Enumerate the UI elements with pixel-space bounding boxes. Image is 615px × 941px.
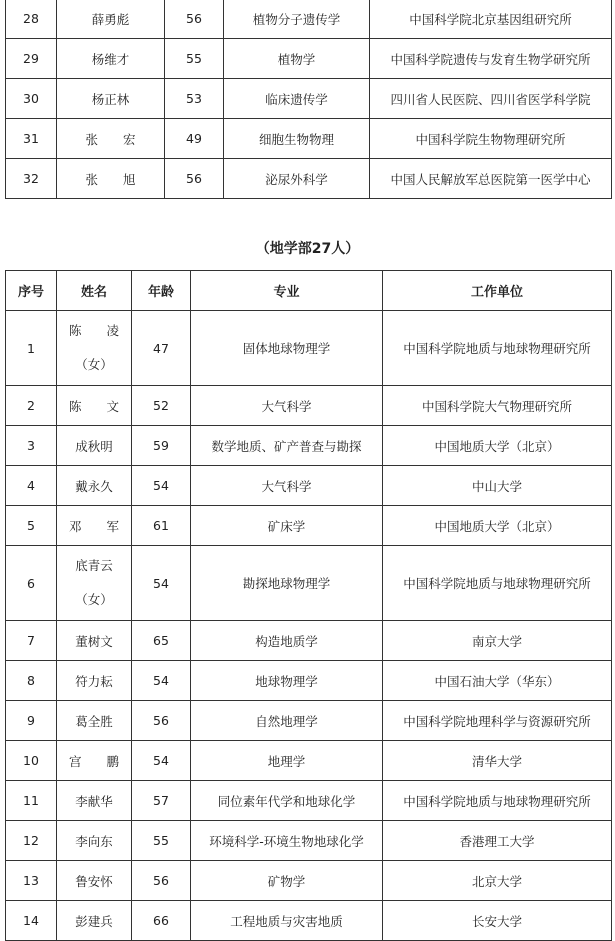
cell-major: 地球物理学 — [191, 661, 383, 701]
cell-no: 9 — [6, 701, 57, 741]
cell-name: 杨维才 — [57, 39, 165, 79]
cell-no: 11 — [6, 781, 57, 821]
cell-age: 52 — [132, 386, 191, 426]
cell-unit: 中国科学院遗传与发育生物学研究所 — [370, 39, 612, 79]
cell-name: 张 宏 — [57, 119, 165, 159]
section-title: （地学部27人） — [255, 241, 360, 257]
cell-age: 47 — [132, 311, 191, 386]
table-row — [6, 466, 612, 506]
cell-name: 张 旭 — [57, 159, 165, 199]
cell-unit: 中国科学院地质与地球物理研究所 — [383, 781, 612, 821]
cell-no: 10 — [6, 741, 57, 781]
table-row — [6, 741, 612, 781]
table-row — [6, 311, 612, 386]
header-row — [6, 271, 612, 311]
cell-age: 56 — [165, 159, 224, 199]
table-row — [6, 781, 612, 821]
header-name: 姓名 — [57, 271, 132, 311]
cell-no: 30 — [6, 79, 57, 119]
cell-no: 12 — [6, 821, 57, 861]
table-row — [6, 79, 612, 119]
cell-major: 固体地球物理学 — [191, 311, 383, 386]
header-no: 序号 — [6, 271, 57, 311]
cell-no: 31 — [6, 119, 57, 159]
cell-age: 56 — [132, 861, 191, 901]
cell-name: 邓 军 — [57, 506, 132, 546]
cell-unit: 中国科学院地质与地球物理研究所 — [383, 311, 612, 386]
cell-name — [57, 311, 132, 386]
cell-major: 植物学 — [224, 39, 370, 79]
table-row — [6, 701, 612, 741]
top-table-body — [6, 0, 612, 199]
cell-no: 32 — [6, 159, 57, 199]
cell-unit: 中国科学院地理科学与资源研究所 — [383, 701, 612, 741]
cell-name: 鲁安怀 — [57, 861, 132, 901]
cell-major: 泌尿外科学 — [224, 159, 370, 199]
table-row — [6, 821, 612, 861]
cell-name: 成秋明 — [57, 426, 132, 466]
cell-no: 8 — [6, 661, 57, 701]
cell-major: 工程地质与灾害地质 — [191, 901, 383, 941]
cell-name: 戴永久 — [57, 466, 132, 506]
cell-name: 葛全胜 — [57, 701, 132, 741]
cell-major: 构造地质学 — [191, 621, 383, 661]
name-text: 陈 凌 — [68, 323, 119, 338]
cell-major: 大气科学 — [191, 386, 383, 426]
cell-no: 2 — [6, 386, 57, 426]
cell-major: 同位素年代学和地球化学 — [191, 781, 383, 821]
cell-unit: 中国地质大学（北京） — [383, 506, 612, 546]
cell-age: 61 — [132, 506, 191, 546]
cell-no: 1 — [6, 311, 57, 386]
header-age: 年龄 — [132, 271, 191, 311]
cell-major: 矿床学 — [191, 506, 383, 546]
cell-name: 宫 鹏 — [57, 741, 132, 781]
cell-no: 7 — [6, 621, 57, 661]
cell-name: 李献华 — [57, 781, 132, 821]
cell-major: 自然地理学 — [191, 701, 383, 741]
cell-age: 54 — [132, 546, 191, 621]
cell-major: 勘探地球物理学 — [191, 546, 383, 621]
cell-no: 6 — [6, 546, 57, 621]
header-unit: 工作单位 — [383, 271, 612, 311]
cell-name: 符力耘 — [57, 661, 132, 701]
cell-major: 临床遗传学 — [224, 79, 370, 119]
cell-unit: 中国科学院大气物理研究所 — [383, 386, 612, 426]
cell-age: 56 — [132, 701, 191, 741]
cell-major: 数学地质、矿产普查与勘探 — [191, 426, 383, 466]
cell-age: 54 — [132, 661, 191, 701]
cell-no: 28 — [6, 0, 57, 39]
cell-unit: 四川省人民医院、四川省医学科学院 — [370, 79, 612, 119]
cell-age: 55 — [132, 821, 191, 861]
table-row — [6, 861, 612, 901]
cell-age: 57 — [132, 781, 191, 821]
table-row — [6, 39, 612, 79]
table-row — [6, 0, 612, 39]
cell-major: 大气科学 — [191, 466, 383, 506]
cell-name: 陈 文 — [57, 386, 132, 426]
cell-no: 14 — [6, 901, 57, 941]
cell-unit: 中山大学 — [383, 466, 612, 506]
cell-no: 13 — [6, 861, 57, 901]
cell-unit: 南京大学 — [383, 621, 612, 661]
cell-unit: 中国地质大学（北京） — [383, 426, 612, 466]
cell-name — [57, 546, 132, 621]
cell-age: 49 — [165, 119, 224, 159]
cell-no: 4 — [6, 466, 57, 506]
gender-note: （女） — [75, 592, 113, 607]
cell-major: 细胞生物物理 — [224, 119, 370, 159]
academician-table — [5, 270, 612, 941]
table-row — [6, 159, 612, 199]
cell-age: 66 — [132, 901, 191, 941]
cell-age: 54 — [132, 466, 191, 506]
cell-no: 3 — [6, 426, 57, 466]
cell-name: 薛勇彪 — [57, 0, 165, 39]
cell-age: 56 — [165, 0, 224, 39]
cell-age: 54 — [132, 741, 191, 781]
cell-name: 董树文 — [57, 621, 132, 661]
cell-age: 55 — [165, 39, 224, 79]
cell-unit: 中国科学院生物物理研究所 — [370, 119, 612, 159]
gender-note: （女） — [75, 357, 113, 372]
cell-name: 彭建兵 — [57, 901, 132, 941]
cell-unit: 清华大学 — [383, 741, 612, 781]
cell-no: 29 — [6, 39, 57, 79]
cell-major: 植物分子遗传学 — [224, 0, 370, 39]
cell-major: 环境科学-环境生物地球化学 — [191, 821, 383, 861]
table-row — [6, 661, 612, 701]
name-text: 底青云 — [75, 558, 113, 573]
academician-table-body — [6, 311, 612, 941]
cell-no: 5 — [6, 506, 57, 546]
cell-unit: 中国人民解放军总医院第一医学中心 — [370, 159, 612, 199]
table-row — [6, 621, 612, 661]
cell-age: 65 — [132, 621, 191, 661]
cell-unit: 长安大学 — [383, 901, 612, 941]
table-row — [6, 386, 612, 426]
cell-age: 59 — [132, 426, 191, 466]
table-row — [6, 119, 612, 159]
cell-major: 地理学 — [191, 741, 383, 781]
cell-unit: 北京大学 — [383, 861, 612, 901]
cell-unit: 中国石油大学（华东） — [383, 661, 612, 701]
cell-name: 杨正林 — [57, 79, 165, 119]
cell-age: 53 — [165, 79, 224, 119]
table-row — [6, 901, 612, 941]
table-row — [6, 426, 612, 466]
cell-major: 矿物学 — [191, 861, 383, 901]
cell-unit: 中国科学院北京基因组研究所 — [370, 0, 612, 39]
cell-name: 李向东 — [57, 821, 132, 861]
table-row — [6, 506, 612, 546]
top-table — [5, 0, 612, 199]
cell-unit: 中国科学院地质与地球物理研究所 — [383, 546, 612, 621]
table-row — [6, 546, 612, 621]
header-major: 专业 — [191, 271, 383, 311]
cell-unit: 香港理工大学 — [383, 821, 612, 861]
